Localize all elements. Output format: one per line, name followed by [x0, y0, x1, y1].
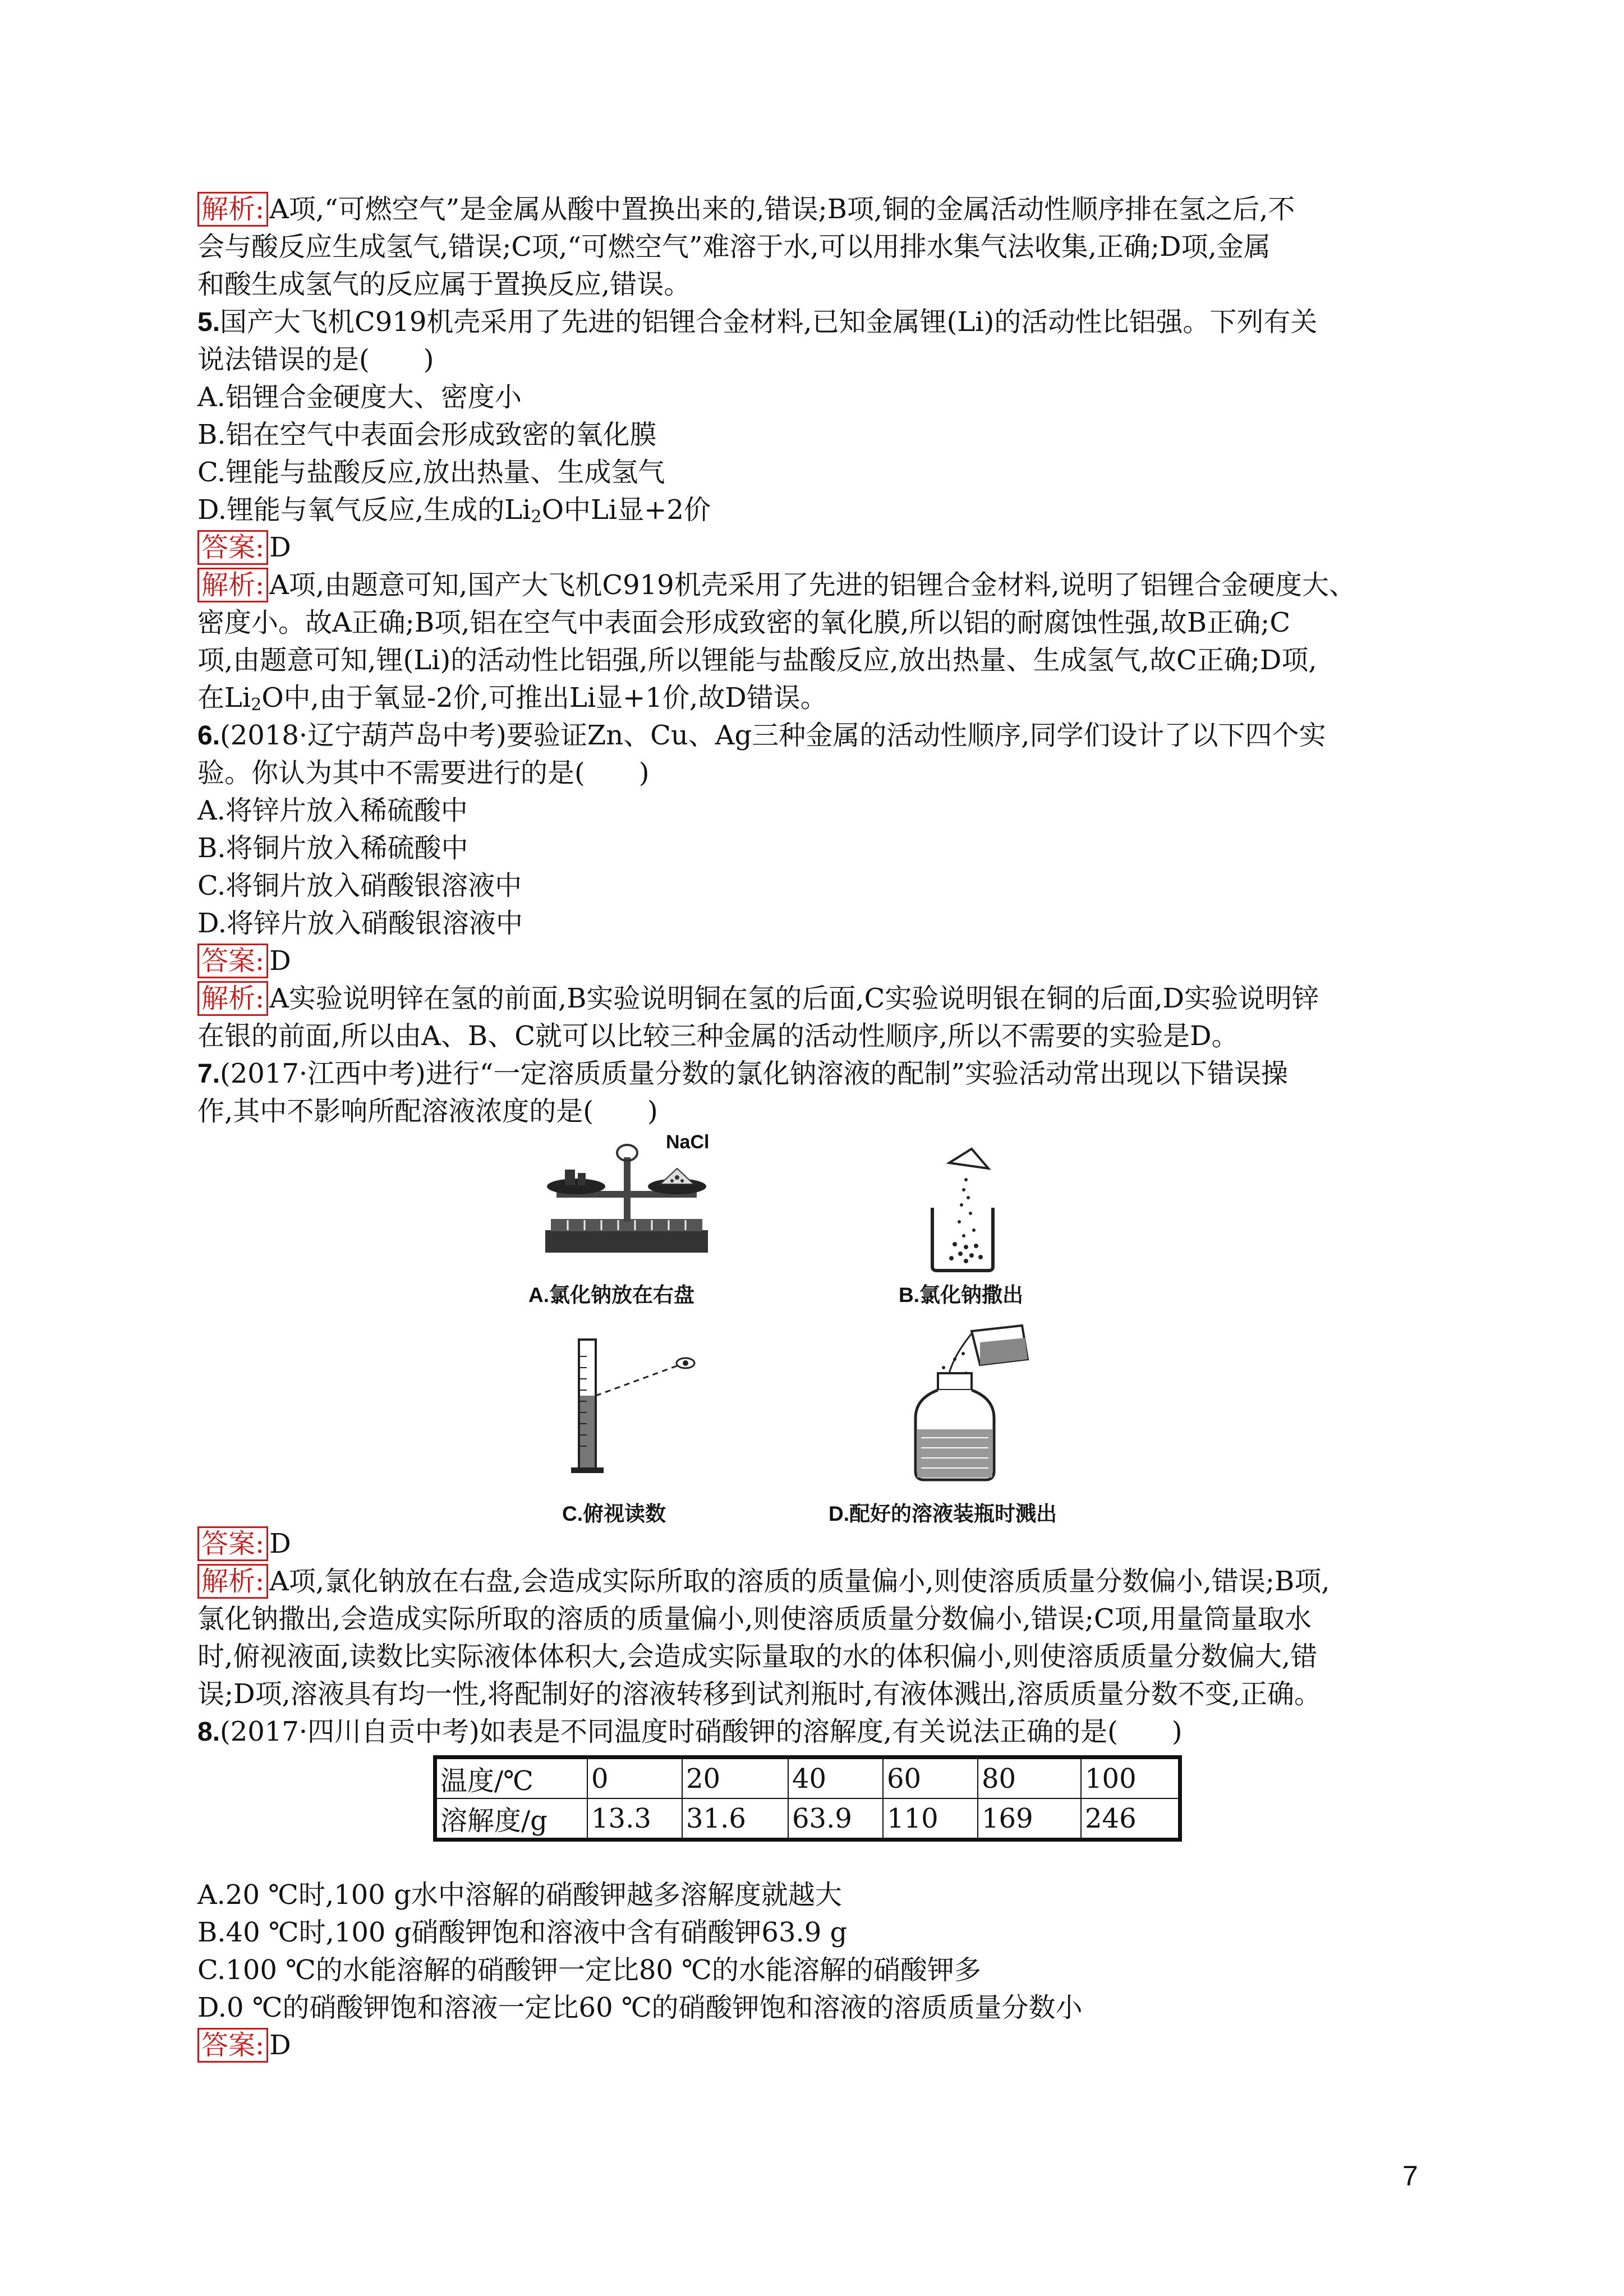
table-cell: 20 — [682, 1757, 788, 1799]
q6-analysis-line-1: 解析: A实验说明锌在氢的前面,B实验说明铜在氢的后面,C实验说明银在铜的后面,D实验说明锌 — [197, 980, 1415, 1018]
table-cell: 80 — [978, 1757, 1081, 1799]
nacl-label: NaCl — [666, 1131, 710, 1153]
table-cell: 246 — [1081, 1798, 1180, 1840]
q6-option-a: A.将锌片放入稀硫酸中 — [197, 795, 468, 826]
answer-tag: 答案: — [197, 1526, 268, 1561]
analysis-tag: 解析: — [197, 568, 268, 602]
answer-tag: 答案: — [197, 944, 268, 978]
q5-analysis-line-1: 解析: A项,由题意可知,国产大飞机C919机壳采用了先进的铝锂合金材料,说明了铝锂合金硬度大、 — [197, 567, 1415, 604]
caption-b: B.氯化钠撒出 — [899, 1283, 1023, 1306]
table-cell: 169 — [978, 1798, 1081, 1840]
analysis-tag: 解析: — [197, 192, 268, 227]
q6-option-d: D.将锌片放入硝酸银溶液中 — [197, 908, 523, 939]
q8-option-d: D.0 ℃的硝酸钾饱和溶液一定比60 ℃的硝酸钾饱和溶液的溶质质量分数小 — [197, 1992, 1083, 2023]
q7-stem-line-2: 作,其中不影响所配溶液浓度的是( ) — [197, 1096, 658, 1127]
caption-d: D.配好的溶液装瓶时溅出 — [829, 1502, 1057, 1525]
q5-analysis-line-4: 在$Li_2O$中,由于氧显-2价,可推出Li显+1价,故D错误。 — [197, 682, 827, 715]
q6-stem-line-2: 验。你认为其中不需要进行的是( ) — [197, 757, 650, 789]
q8-option-b: B.40 ℃时,100 g硝酸钾饱和溶液中含有硝酸钾63.9 g — [197, 1917, 848, 1948]
page-number: 7 — [1402, 2160, 1418, 2192]
q4-analysis-line-2: 会与酸反应生成氢气,错误;C项,“可燃空气”难溶于水,可以用排水集气法收集,正确;D项,金属 — [197, 231, 1271, 263]
answer-tag: 答案: — [197, 530, 268, 565]
q5-answer: 答案: D — [197, 529, 1415, 567]
cylinder-illustration — [568, 1334, 714, 1491]
q6-analysis-line-2: 在银的前面,所以由A、B、C就可以比较三种金属的活动性顺序,所以不需要的实验是D。 — [197, 1020, 1239, 1052]
q4-analysis-line-1: 解析: A项,“可燃空气”是金属从酸中置换出来的,错误;B项,铜的金属活动性顺序排在氢之后,不 — [197, 191, 1415, 228]
table-header-cell: 温度/℃ — [435, 1757, 588, 1799]
q7-answer: 答案: D — [197, 1525, 1415, 1563]
q5-option-b: B.铝在空气中表面会形成致密的氧化膜 — [197, 419, 657, 450]
solubility-table — [433, 1755, 1182, 1842]
answer-tag: 答案: — [197, 2028, 268, 2063]
q8-option-c: C.100 ℃的水能溶解的硝酸钾一定比80 ℃的水能溶解的硝酸钾多 — [197, 1954, 981, 1986]
q5-analysis-line-3: 项,由题意可知,锂(Li)的活动性比铝强,所以锂能与盐酸反应,放出热量、生成氢气,故C正确;D项, — [197, 645, 1317, 676]
q6-answer: 答案: D — [197, 942, 1415, 980]
table-row — [435, 1798, 1180, 1840]
table-cell: 31.6 — [682, 1798, 788, 1840]
q5-option-d: D.锂能与氧气反应,生成的$Li_2O$中Li显+2价 — [197, 494, 711, 527]
question-number: 5. — [197, 307, 220, 337]
q5-stem-line-2: 说法错误的是( ) — [197, 344, 434, 375]
table-cell: 100 — [1081, 1757, 1180, 1799]
table-cell: 60 — [883, 1757, 978, 1799]
caption-c: C.俯视读数 — [562, 1502, 666, 1525]
table-cell: 63.9 — [788, 1798, 883, 1840]
q7-analysis-line-4: 误;D项,溶液具有均一性,将配制好的溶液转移到试剂瓶时,有液体溅出,溶质质量分数不变,正确。 — [197, 1678, 1321, 1710]
bottle-pour-illustration — [910, 1320, 1039, 1488]
balance-illustration — [534, 1135, 725, 1264]
q5-stem: 5.国产大飞机C919机壳采用了先进的铝锂合金材料,已知金属锂(Li)的活动性比铝强。下列有关 — [197, 306, 1318, 338]
table-cell: 110 — [883, 1798, 978, 1840]
q7-stem: 7.(2017·江西中考)进行“一定溶质质量分数的氯化钠溶液的配制”实验活动常出现以下错误操 — [197, 1058, 1288, 1089]
q5-option-a: A.铝锂合金硬度大、密度小 — [197, 381, 522, 413]
table-cell: 13.3 — [587, 1798, 682, 1840]
table-header-cell: 溶解度/g — [435, 1798, 588, 1840]
q5-option-c: C.锂能与盐酸反应,放出热量、生成氢气 — [197, 457, 665, 488]
question-number: 6. — [197, 721, 220, 751]
analysis-tag: 解析: — [197, 981, 268, 1016]
question-number: 7. — [197, 1059, 220, 1089]
q6-stem: 6.(2018·辽宁葫芦岛中考)要验证Zn、Cu、Ag三种金属的活动性顺序,同学们设计了以下四个实 — [197, 720, 1326, 751]
page-content — [197, 191, 1415, 2064]
table-cell: 40 — [788, 1757, 883, 1799]
table-cell: 0 — [587, 1757, 682, 1799]
q8-option-a: A.20 ℃时,100 g水中溶解的硝酸钾越多溶解度就越大 — [197, 1879, 842, 1911]
q6-option-c: C.将铜片放入硝酸银溶液中 — [197, 870, 522, 901]
q8-answer: 答案: D — [197, 2027, 1415, 2064]
table-row — [435, 1757, 1180, 1799]
analysis-tag: 解析: — [197, 1564, 268, 1599]
q7-figure — [197, 1131, 1415, 1525]
q7-analysis-line-1: 解析: A项,氯化钠放在右盘,会造成实际所取的溶质的质量偏小,则使溶质质量分数偏小,错误;B项, — [197, 1563, 1415, 1600]
q7-analysis-line-2: 氯化钠撒出,会造成实际所取的溶质的质量偏小,则使溶质质量分数偏小,错误;C项,用量筒量取水 — [197, 1603, 1312, 1635]
q6-option-b: B.将铜片放入稀硫酸中 — [197, 832, 468, 864]
q4-analysis-line-3: 和酸生成氢气的反应属于置换反应,错误。 — [197, 269, 691, 300]
q5-analysis-line-2: 密度小。故A正确;B项,铝在空气中表面会形成致密的氧化膜,所以铝的耐腐蚀性强,故B正确;C — [197, 607, 1291, 638]
beaker-spill-illustration — [927, 1146, 1005, 1275]
q8-stem: 8.(2017·四川自贡中考)如表是不同温度时硝酸钾的溶解度,有关说法正确的是( ) — [197, 1716, 1183, 1747]
q7-analysis-line-3: 时,俯视液面,读数比实际液体体积大,会造成实际量取的水的体积偏小,则使溶质质量分数偏大,错 — [197, 1641, 1318, 1672]
caption-a: A.氯化钠放在右盘 — [528, 1283, 694, 1306]
question-number: 8. — [197, 1717, 220, 1747]
